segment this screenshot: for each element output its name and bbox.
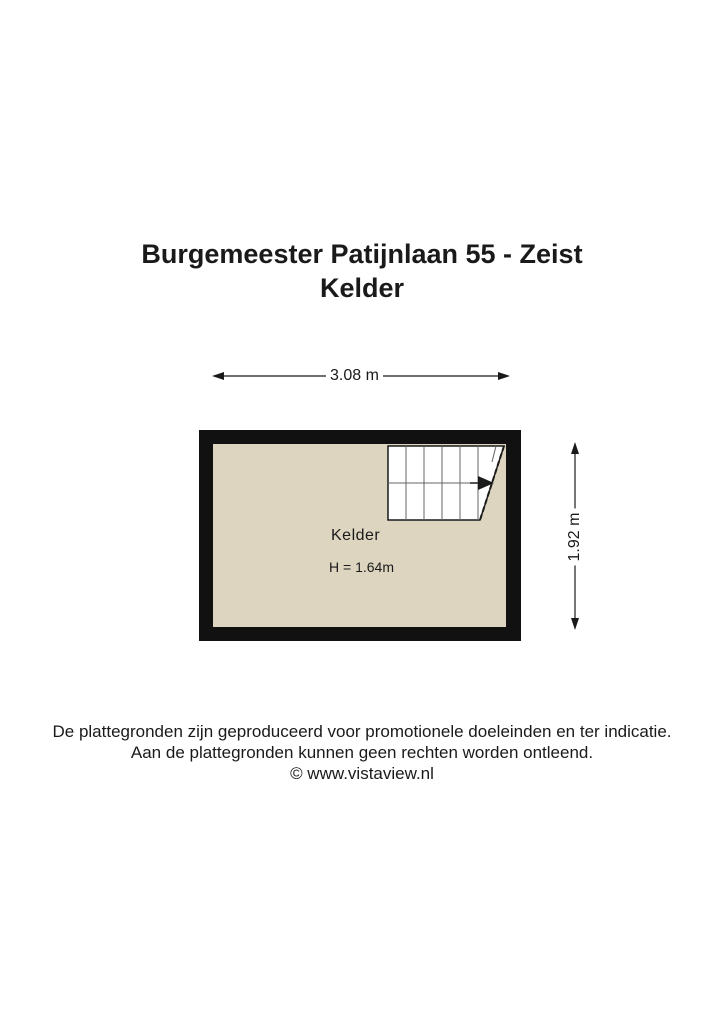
disclaimer-line-1: De plattegronden zijn geproduceerd voor promotionele doeleinden en ter indicatie. (52, 722, 672, 741)
address-title: Burgemeester Patijnlaan 55 - Zeist (141, 239, 583, 269)
copyright-link[interactable]: © www.vistaview.nl (290, 764, 434, 783)
disclaimer-line-2: Aan de plattegronden kunnen geen rechten worden ontleend. (130, 743, 594, 762)
room-name-label: Kelder (331, 527, 381, 544)
floor-title: Kelder (319, 273, 405, 303)
room-height-label: H = 1.64m (329, 559, 394, 575)
width-dimension-label: 3.08 m (326, 367, 383, 385)
height-dimension-label: 1.92 m (566, 509, 584, 566)
